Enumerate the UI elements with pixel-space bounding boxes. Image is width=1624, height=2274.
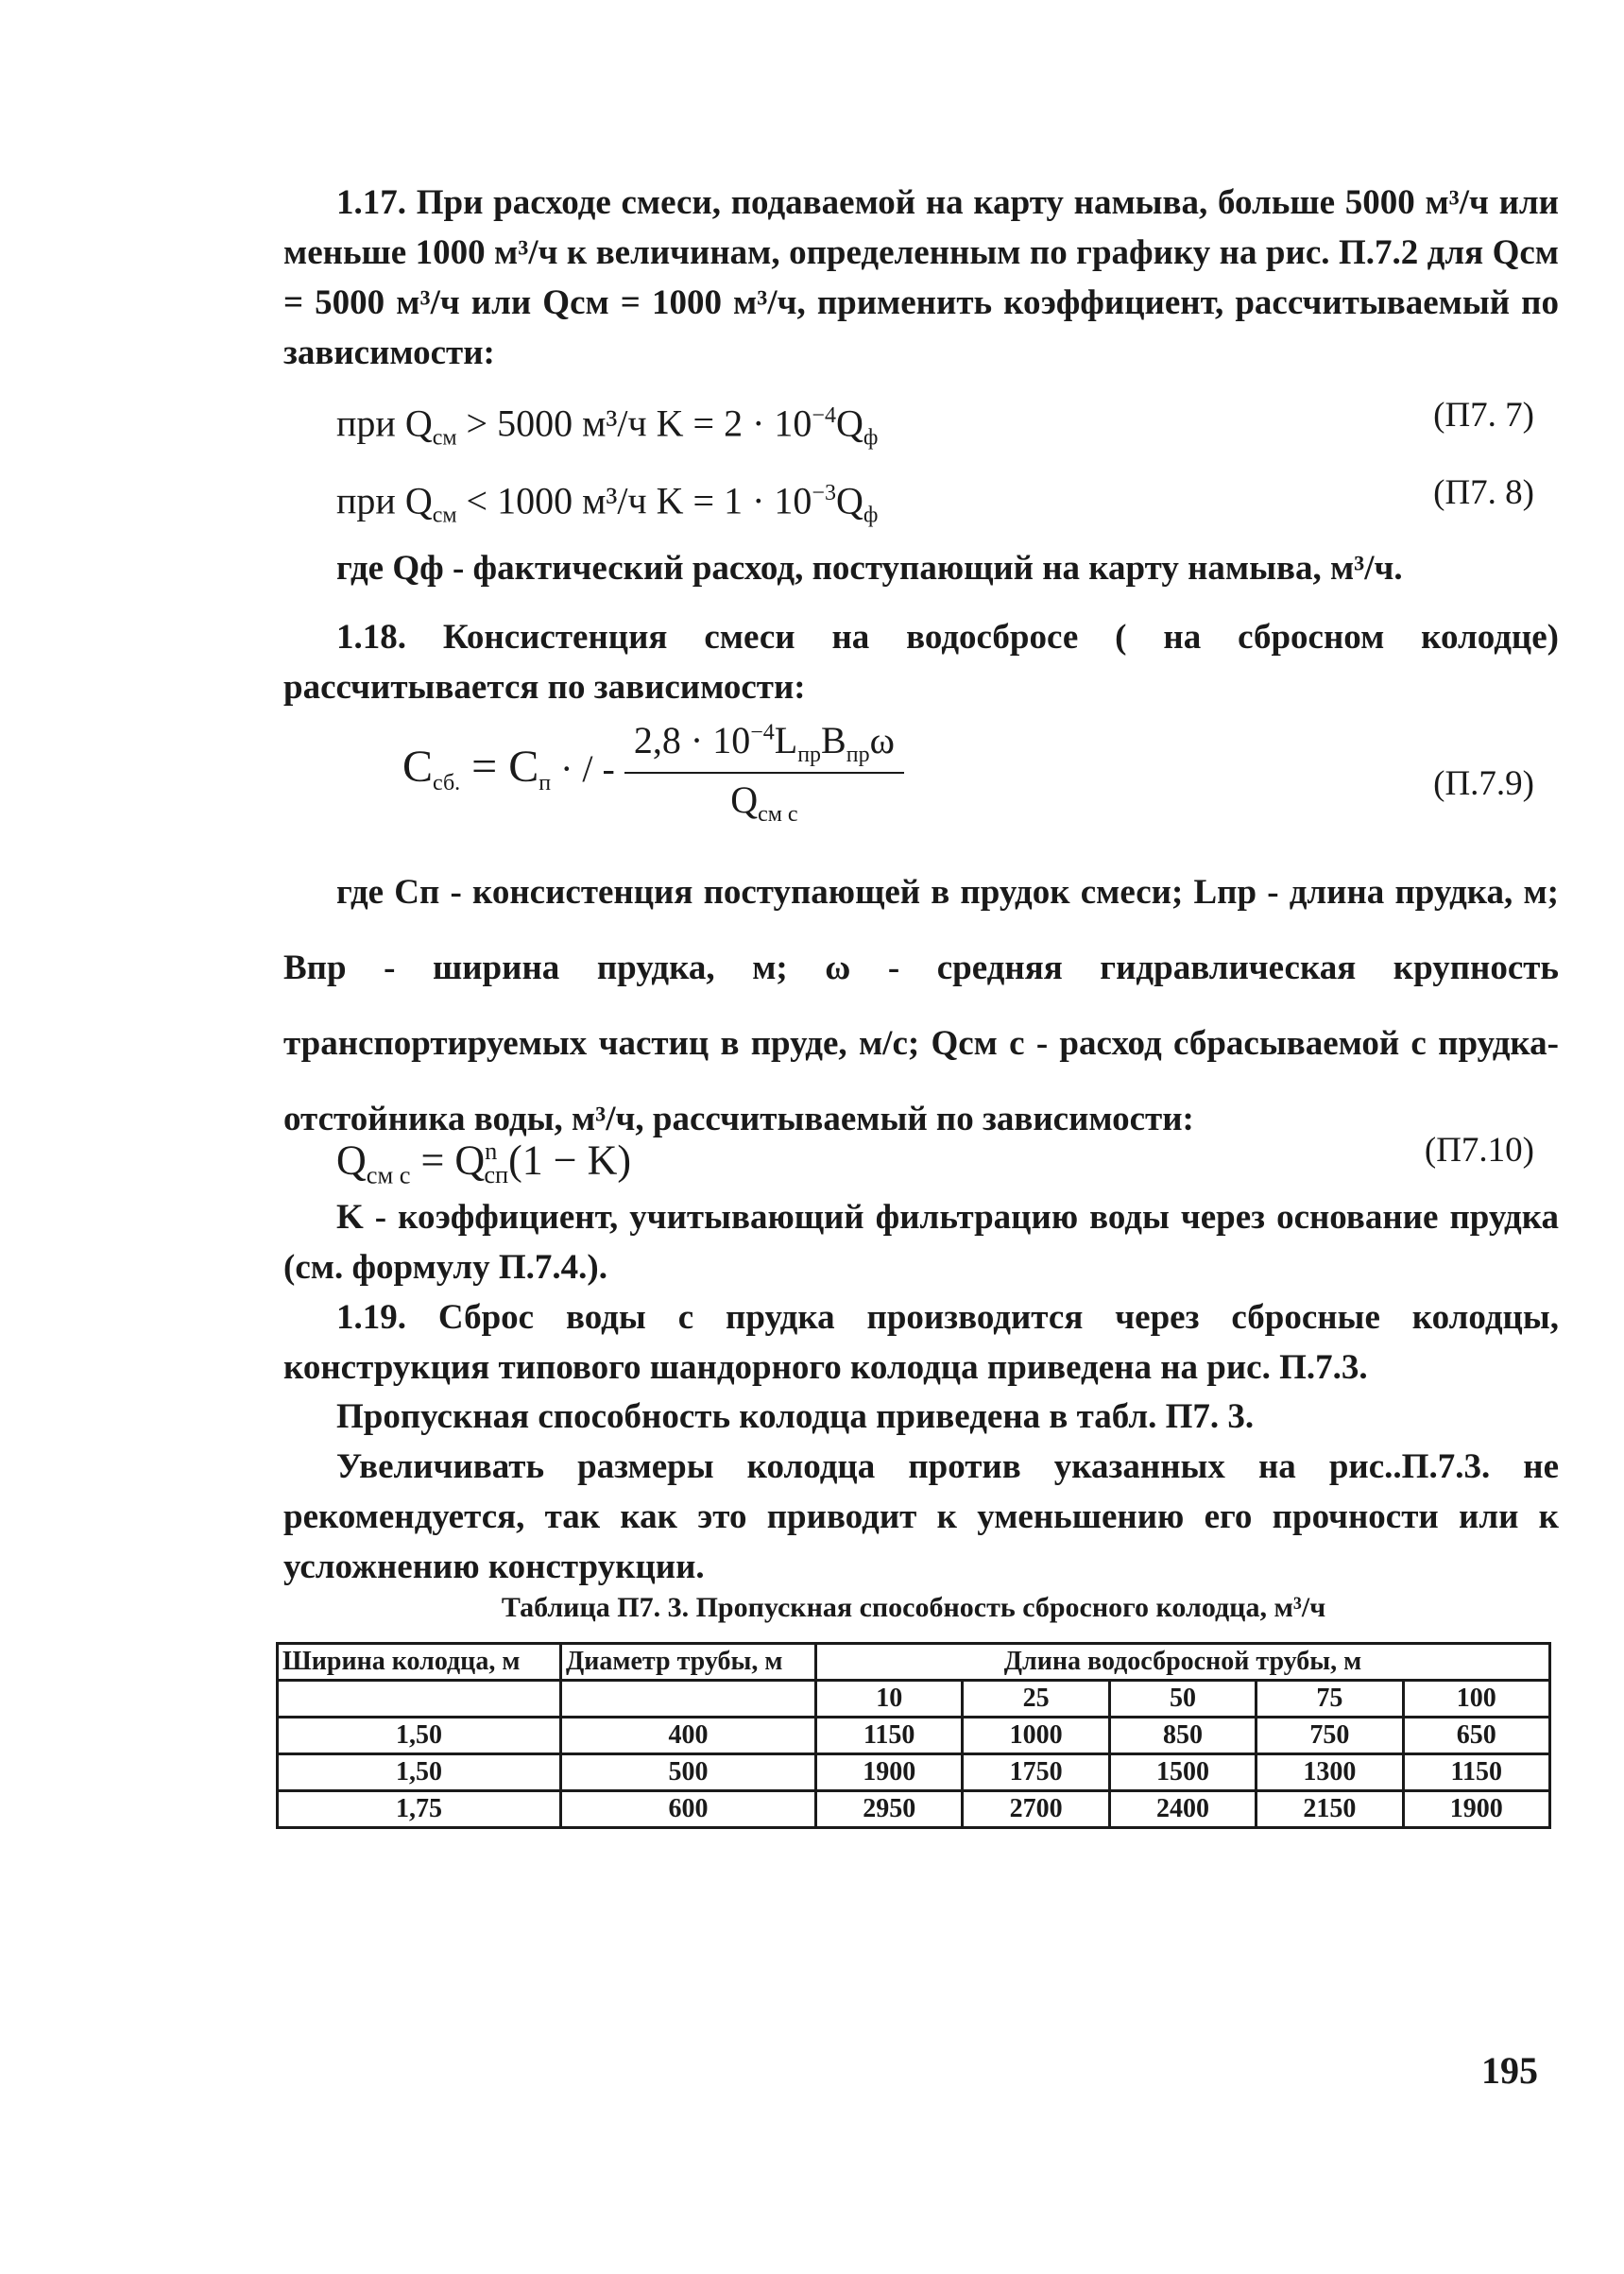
table-cell: 2950 (816, 1791, 963, 1828)
length-header-cell: 75 (1256, 1681, 1403, 1718)
paragraph-1-19 (283, 1292, 1559, 1393)
length-header-cell: 25 (963, 1681, 1109, 1718)
clause-text: Консистенция смеси на водосбросе ( на сбросном колодце) рассчитывается по зависимости: (283, 618, 1559, 707)
formula-p7-10 (336, 1122, 1559, 1189)
table-cell: 400 (561, 1718, 816, 1754)
page-number: 195 (1481, 2049, 1538, 2092)
table-row (278, 1791, 1550, 1828)
table-cell: 2150 (1256, 1791, 1403, 1828)
length-header-cell: 100 (1403, 1681, 1550, 1718)
formula-number: (П.7.9) (1433, 764, 1534, 803)
table-cell: 2400 (1109, 1791, 1256, 1828)
table-cell: 1900 (1403, 1791, 1550, 1828)
header-length: Длина водосбросной трубы, м (816, 1644, 1550, 1681)
formula-expression: $C_{сб.} = C_п$ · / - $\frac{2,8 \cdot 10^{-4}L_{пр}B_{пр}\omega}{Q_{см с}}$ (402, 718, 904, 828)
header-width: Ширина колодца, м (278, 1644, 561, 1681)
paragraph-1-17 (283, 178, 1559, 378)
table-cell: 500 (561, 1754, 816, 1791)
k-coefficient-text: K - коэффициент, учитывающий фильтрацию воды через основание прудка (см. формулу П.7.4.). (283, 1198, 1559, 1287)
fraction-numerator: $2,8 \cdot 10^{-4}L_{пр}B_{пр}\omega$ (624, 718, 904, 774)
clause-number: 1.17. (336, 183, 406, 222)
clause-text: Сброс воды с прудка производится через сбросные колодцы, конструкция типового шандорного колодца приведена на рис. П.7.3. (283, 1298, 1559, 1387)
formula-p7-9 (336, 718, 1559, 850)
table-cell: 750 (1256, 1718, 1403, 1754)
clause-text: При расходе смеси, подаваемой на карту намыва, больше 5000 м³/ч или меньше 1000 м³/ч к величинам, определенным по графику на рис. П.7.2 для Qсм = 5000 м³/ч или Qсм = 1000 м³/ч, применить коэффициент, рассчитываемый по зависимости: (283, 183, 1559, 372)
capacity-text: Пропускная способность колодца приведена в табл. П7. 3. (336, 1397, 1255, 1436)
table-cell: 850 (1109, 1718, 1256, 1754)
formula-number: (П7. 7) (1433, 396, 1534, 435)
length-header-cell: 50 (1109, 1681, 1256, 1718)
formula-fraction (624, 718, 904, 828)
table-cell: 1,50 (278, 1754, 561, 1791)
increase-warning-text: Увеличивать размеры колодца против указанных на рис..П.7.3. не рекомендуется, так как это приводит к уменьшению его прочности или к усложнению конструкции. (283, 1447, 1559, 1586)
table-cell: 1150 (1403, 1754, 1550, 1791)
table-cell: 1,50 (278, 1718, 561, 1754)
table-cell: 1500 (1109, 1754, 1256, 1791)
where-qf-text: где Qф - фактический расход, поступающий на карту намыва, м³/ч. (336, 549, 1403, 588)
formula-p7-8 (336, 465, 1559, 528)
table-cell: 1900 (816, 1754, 963, 1791)
clause-number: 1.19. (336, 1298, 406, 1337)
table-caption: Таблица П7. 3. Пропускная способность сбросного колодца, м³/ч (501, 1592, 1326, 1623)
table-subheader-row (278, 1681, 1550, 1718)
formula-expression: $Q_{см с} = Q^n_{сп}(1 - K)$ (336, 1137, 632, 1189)
table-cell: 600 (561, 1791, 816, 1828)
table-cell (278, 1681, 561, 1718)
table-row (278, 1754, 1550, 1791)
clause-number: 1.18. (336, 618, 406, 657)
table-cell: 2700 (963, 1791, 1109, 1828)
header-diameter: Диаметр трубы, м (561, 1644, 816, 1681)
paragraph-1-18 (283, 612, 1559, 712)
table-cell: 1300 (1256, 1754, 1403, 1791)
table-cell (561, 1681, 816, 1718)
formula-expression: при $Q_{см} > 5000$ м³/ч $K = 2 \cdot 10^{-4}Q_ф$ (336, 402, 879, 451)
where-cn-text: где Cп - консистенция поступающей в прудок смеси; Lпр - длина прудка, м; Bпр - ширина прудка, м; ω - средняя гидравлическая крупность транспортируемых частиц в пруде, м/с; Qсм с - расход сбрасываемой с прудка-отстойника воды, м³/ч, рассчитываемый по зависимости: (283, 873, 1559, 1138)
table-cell: 1750 (963, 1754, 1109, 1791)
table-cell: 650 (1403, 1718, 1550, 1754)
formula-expression: при $Q_{см} < 1000$ м³/ч $K = 1 \cdot 10^{-3}Q_ф$ (336, 479, 879, 528)
table-cell: 1150 (816, 1718, 963, 1754)
table-row (278, 1718, 1550, 1754)
formula-number: (П7. 8) (1433, 473, 1534, 512)
table-header-row (278, 1644, 1550, 1681)
formula-number: (П7.10) (1424, 1131, 1534, 1170)
table-cell: 1,75 (278, 1791, 561, 1828)
capacity-table (276, 1642, 1551, 1829)
length-header-cell: 10 (816, 1681, 963, 1718)
table-cell: 1000 (963, 1718, 1109, 1754)
fraction-denominator: $Q_{см с}$ (730, 778, 798, 827)
formula-p7-7 (336, 387, 1559, 451)
